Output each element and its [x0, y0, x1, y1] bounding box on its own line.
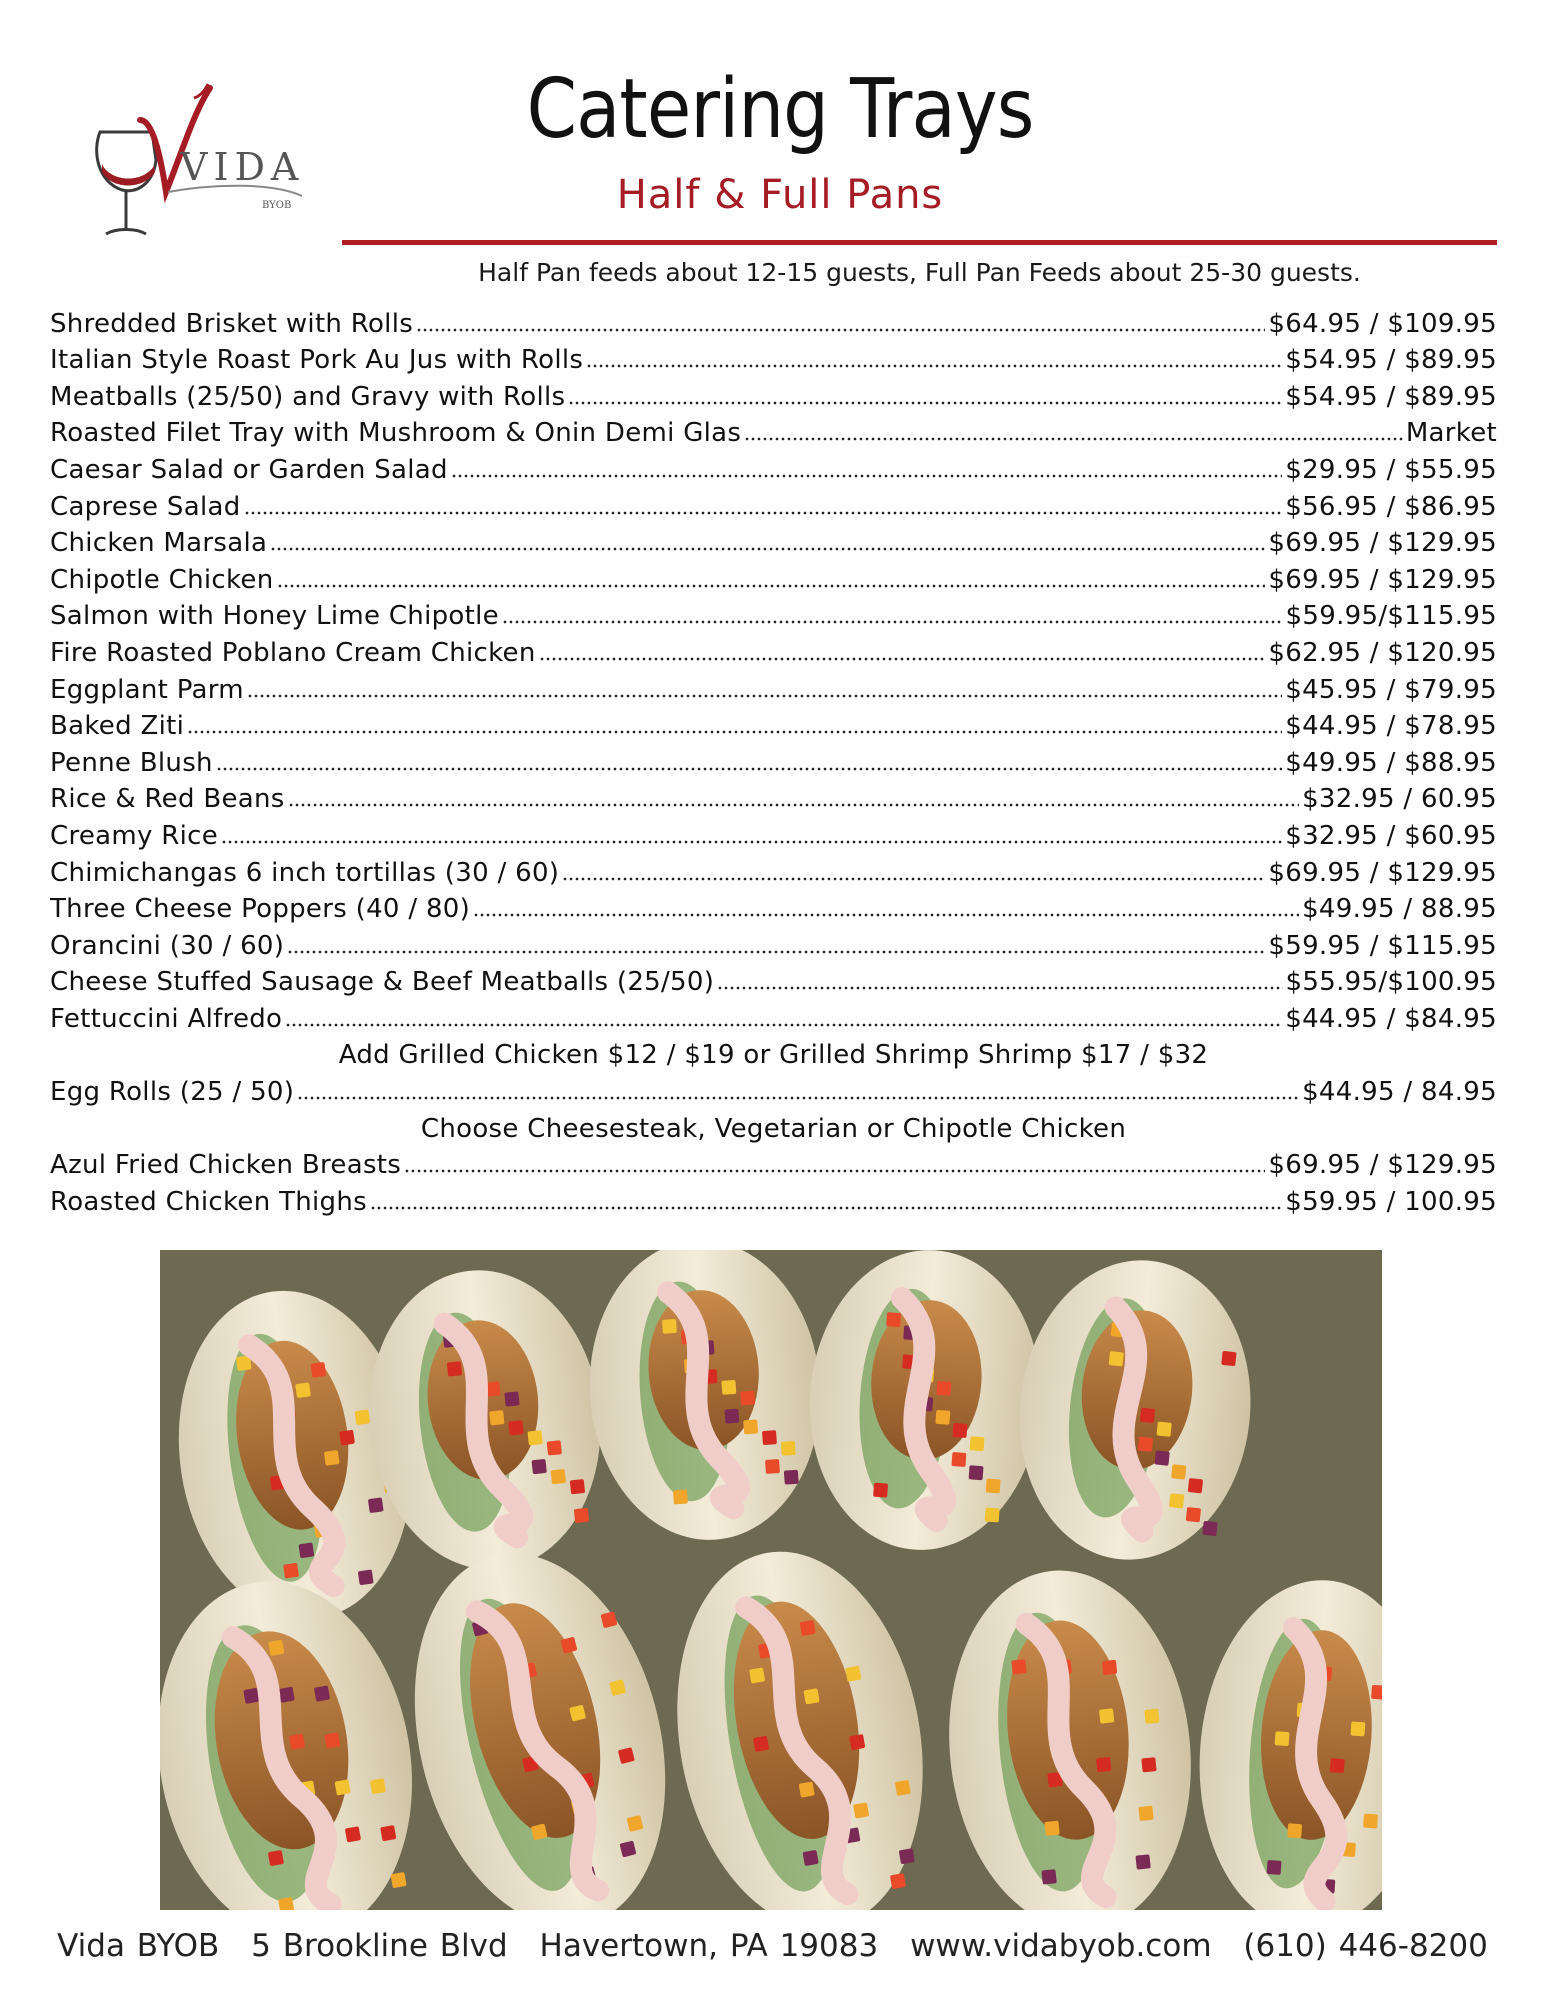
menu-item: [50, 961, 1497, 998]
menu-item-name: Fettuccini Alfredo: [50, 1003, 283, 1034]
menu-item: [50, 1180, 1497, 1217]
dot-leader: [404, 1168, 1265, 1174]
dot-leader: [288, 802, 1299, 808]
logo-subtext: BYOB: [262, 200, 292, 211]
menu-item-name: Orancini (30 / 60): [50, 930, 285, 961]
menu-item-name: Chicken Marsala: [50, 528, 268, 559]
dot-leader: [221, 839, 1282, 845]
menu-item: [50, 888, 1497, 925]
menu-item-price: $32.95 / 60.95: [1302, 784, 1497, 815]
vida-logo: [82, 72, 312, 252]
menu-item: [50, 1070, 1497, 1107]
menu-item: [50, 448, 1497, 485]
menu-item-price: $44.95 / $78.95: [1285, 711, 1497, 742]
menu-item: [50, 412, 1497, 449]
logo-wordmark: VIDA: [180, 145, 305, 189]
menu-item-price: $55.95/$100.95: [1285, 967, 1497, 998]
menu-item-name: Caprese Salad: [50, 491, 241, 522]
menu-item-name: Chipotle Chicken: [50, 564, 274, 595]
menu-item-name: Caesar Salad or Garden Salad: [50, 454, 448, 485]
footer-name: Vida BYOB: [57, 1928, 220, 1964]
menu-item-name: Meatballs (25/50) and Gravy with Rolls: [50, 381, 566, 412]
menu-item-price: $69.95 / $129.95: [1268, 1150, 1497, 1181]
menu-note-text: Choose Cheesesteak, Vegetarian or Chipotle Chicken: [420, 1113, 1127, 1144]
menu-item-price: $54.95 / $89.95: [1285, 345, 1497, 376]
menu-item-name: Baked Ziti: [50, 711, 185, 742]
menu-item: [50, 558, 1497, 595]
menu-item: [50, 631, 1497, 668]
menu-item-price: $44.95 / $84.95: [1285, 1003, 1497, 1034]
menu-item: [50, 668, 1497, 705]
dot-leader: [473, 912, 1299, 918]
menu-item-price: $59.95/$115.95: [1285, 601, 1497, 632]
menu-item: [50, 778, 1497, 815]
dot-leader: [277, 583, 1266, 589]
menu-item-price: $64.95 / $109.95: [1268, 308, 1497, 339]
menu-item-price: $69.95 / $129.95: [1268, 857, 1497, 888]
dot-leader: [744, 436, 1403, 442]
footer: [0, 1928, 1545, 1964]
menu-note-text: Add Grilled Chicken $12 / $19 or Grilled Shrimp Shrimp $17 / $32: [338, 1040, 1209, 1071]
menu-item-name: Roasted Chicken Thighs: [50, 1186, 367, 1217]
menu-item-name: Egg Rolls (25 / 50): [50, 1077, 295, 1108]
menu-item: [50, 705, 1497, 742]
menu-item: [50, 339, 1497, 376]
menu-item-name: Penne Blush: [50, 747, 213, 778]
serving-note: Half Pan feeds about 12-15 guests, Full Pan Feeds about 25-30 guests.: [478, 258, 1361, 287]
menu-item-price: $45.95 / $79.95: [1285, 674, 1497, 705]
dot-leader: [187, 729, 1282, 735]
dot-leader: [297, 1095, 1299, 1101]
menu-item-name: Creamy Rice: [50, 820, 219, 851]
dot-leader: [451, 473, 1282, 479]
menu-item-price: $54.95 / $89.95: [1285, 381, 1497, 412]
dot-leader: [270, 546, 1265, 552]
menu-item: [50, 595, 1497, 632]
header-divider: [342, 240, 1497, 245]
menu-item: [50, 302, 1497, 339]
menu-item-name: Italian Style Roast Pork Au Jus with Rolls: [50, 345, 584, 376]
menu-item-name: Fire Roasted Poblano Cream Chicken: [50, 637, 536, 668]
menu-item-price: $62.95 / $120.95: [1268, 637, 1497, 668]
menu-item-price: $44.95 / 84.95: [1302, 1077, 1497, 1108]
dot-leader: [568, 400, 1282, 406]
menu-item-name: Rice & Red Beans: [50, 784, 285, 815]
menu-item: [50, 924, 1497, 961]
menu-item-price: $69.95 / $129.95: [1268, 564, 1497, 595]
dot-leader: [216, 766, 1282, 772]
menu-item: [50, 997, 1497, 1034]
menu-item: [50, 1144, 1497, 1181]
page-subtitle: Half & Full Pans: [616, 172, 944, 218]
menu-item-name: Shredded Brisket with Rolls: [50, 308, 414, 339]
menu-item-price: $69.95 / $129.95: [1268, 528, 1497, 559]
footer-phone[interactable]: (610) 446-8200: [1243, 1928, 1488, 1964]
menu-item: [50, 522, 1497, 559]
menu-item-price: $56.95 / $86.95: [1285, 491, 1497, 522]
dot-leader: [717, 985, 1282, 991]
footer-city: Havertown, PA 19083: [539, 1928, 879, 1964]
dot-leader: [416, 327, 1265, 333]
page-title: Catering Trays: [526, 62, 1034, 157]
menu-note: [50, 1107, 1497, 1144]
dot-leader: [586, 363, 1282, 369]
tacos-photo: [160, 1250, 1382, 1910]
menu-item-price: Market: [1405, 418, 1497, 449]
menu-item: [50, 375, 1497, 412]
dot-leader: [502, 619, 1283, 625]
menu-item: [50, 814, 1497, 851]
menu-item-name: Roasted Filet Tray with Mushroom & Onin Demi Glas: [50, 418, 742, 449]
footer-website[interactable]: www.vidabyob.com: [910, 1928, 1212, 1964]
dot-leader: [287, 949, 1265, 955]
menu-note: [50, 1034, 1497, 1071]
menu-item-price: $59.95 / $115.95: [1268, 930, 1497, 961]
menu-item-name: Chimichangas 6 inch tortillas (30 / 60): [50, 857, 560, 888]
menu-item-price: $59.95 / 100.95: [1285, 1186, 1497, 1217]
menu-item: [50, 485, 1497, 522]
dot-leader: [244, 510, 1283, 516]
menu-item-name: Azul Fried Chicken Breasts: [50, 1150, 402, 1181]
dot-leader: [539, 656, 1266, 662]
menu-item-price: $49.95 / $88.95: [1285, 747, 1497, 778]
menu-item-price: $32.95 / $60.95: [1285, 820, 1497, 851]
menu-item-name: Salmon with Honey Lime Chipotle: [50, 601, 499, 632]
dot-leader: [247, 693, 1282, 699]
menu-item-name: Three Cheese Poppers (40 / 80): [50, 894, 471, 925]
dot-leader: [285, 1022, 1282, 1028]
footer-address: 5 Brookline Blvd: [251, 1928, 508, 1964]
menu-item: [50, 741, 1497, 778]
menu-item-price: $29.95 / $55.95: [1285, 454, 1497, 485]
menu-item-name: Cheese Stuffed Sausage & Beef Meatballs (25/50): [50, 967, 715, 998]
menu-list: [50, 302, 1497, 1217]
menu-item-name: Eggplant Parm: [50, 674, 244, 705]
menu-item-price: $49.95 / 88.95: [1302, 894, 1497, 925]
dot-leader: [562, 876, 1265, 882]
dot-leader: [370, 1205, 1282, 1211]
menu-item: [50, 851, 1497, 888]
